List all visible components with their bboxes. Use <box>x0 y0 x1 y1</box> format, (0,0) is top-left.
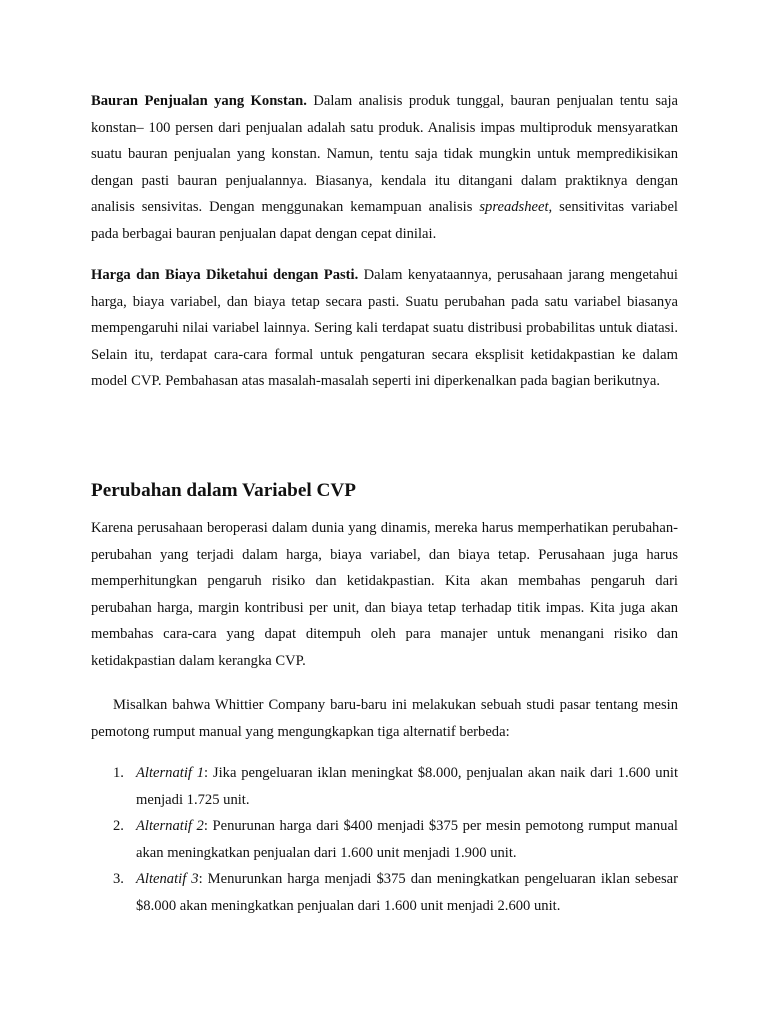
emphasis-term: spreadsheet, <box>479 199 553 216</box>
paragraph-example: Misalkan bahwa Whittier Company baru-baru ini melakukan sebuah studi pasar tentang mesin pemotong rumput manual yang mengungkapkan tiga alternatif berbeda: <box>91 697 678 740</box>
list-item-label: Altenatif 3 <box>136 871 199 888</box>
section-heading: Perubahan dalam Variabel CVP <box>91 480 356 501</box>
paragraph-text: Dalam analisis produk tunggal, bauran penjualan tentu saja konstan– 100 persen dari penjualan adalah satu produk. Analisis impas multiproduk mensyaratkan suatu bauran penjualan yang konstan. Namun, tentu saja tidak mungkin untuk mempredikisikan dengan pasti bauran penjualannya. Biasanya, kendala itu ditangani dalam praktiknya dengan analisis sensivitas. Dengan menggunakan kemampuan analisis <box>91 93 679 216</box>
paragraph-text: sensitivitas variabel pada berbagai bauran penjualan dapat dengan cepat dinilai. <box>91 199 678 242</box>
paragraph-sales-mix <box>91 88 678 248</box>
paragraph-price-cost-certainty <box>91 262 678 395</box>
paragraph-intro: Karena perusahaan beroperasi dalam dunia yang dinamis, mereka harus memperhatikan perubahan-perubahan yang terjadi dalam harga, biaya variabel, dan biaya tetap. Perusahaan juga harus memperhitungkan pengaruh risiko dan ketidakpastian. Kita akan membahas pengaruh dari perubahan harga, margin kontribusi per unit, dan biaya tetap terhadap titik impas. Kita juga akan membahas cara-cara yang dapat ditempuh oleh para manajer untuk menangani risiko dan ketidakpastian dalam kerangka CVP. <box>91 520 678 669</box>
alternatives-list <box>91 760 678 920</box>
list-number: 2. <box>113 818 124 835</box>
list-item-text: : Jika pengeluaran iklan meningkat $8.000, penjualan akan naik dari 1.600 unit menjadi 1.725 unit. <box>136 765 678 808</box>
list-item-label: Alternatif 1 <box>136 765 205 781</box>
list-item <box>91 760 678 813</box>
list-number: 3. <box>113 871 124 888</box>
list-item-text: : Menurunkan harga menjadi $375 dan meningkatkan pengeluaran iklan sebesar $8.000 akan meningkatkan penjualan dari 1.600 unit menjadi 2.600 unit. <box>136 871 678 914</box>
paragraph-text: Dalam kenyataannya, perusahaan jarang mengetahui harga, biaya variabel, dan biaya tetap secara pasti. Suatu perubahan pada satu variabel biasanya mempengaruhi nilai variabel lainnya. Sering kali terdapat suatu distribusi probabilitas untuk diatasi. Selain itu, terdapat cara-cara formal untuk pengaturan secara eksplisit ketidakpastian ke dalam model CVP. Pembahasan atas masalah-masalah seperti ini diperkenalkan pada bagian berikutnya. <box>91 267 678 390</box>
list-item-label: Alternatif 2 <box>136 818 204 835</box>
paragraph-title: Bauran Penjualan yang Konstan. <box>91 93 307 109</box>
list-number: 1. <box>113 765 124 781</box>
list-item <box>91 813 678 866</box>
list-item-text: : Penurunan harga dari $400 menjadi $375 per mesin pemotong rumput manual akan meningkatkan penjualan dari 1.600 unit menjadi 1.900 unit. <box>136 818 678 861</box>
paragraph-title: Harga dan Biaya Diketahui dengan Pasti. <box>91 267 359 283</box>
list-item <box>91 866 678 919</box>
